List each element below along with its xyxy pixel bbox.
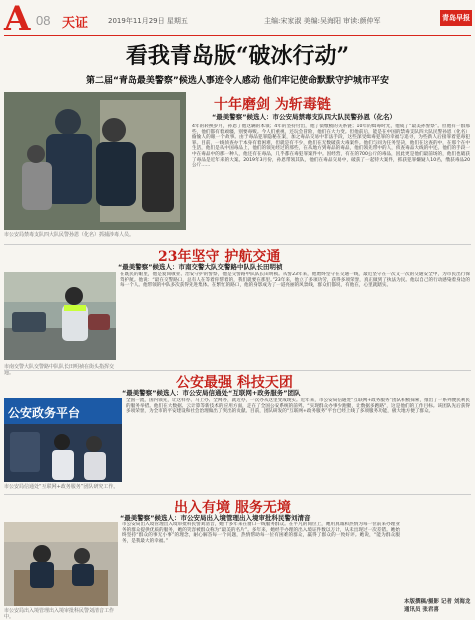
story4-caption: 市公安局出入境管理出入境审批科民警刘清音工作中。: [4, 608, 115, 620]
story2-body: 在既民的眼里，他是爱岗敬业、治安守护的警察，他是交警路中队队长田明祯。从警23年来，他始终坚守在交通一线，最近坚守在一次又一次的交通安全中，为市民出行保驾护航。他说：“最在交警路口，总有人在等着你帮着的，我们就要在那里。”23年来，他立了多项功劳，获得多项荣誉，真正做到了执法为民。他以自己的行动感染着身边的每一个人。他带领的中队多次获得先进集体。在繁忙的路口，他的身影成为了一道亮丽的风景线，群众们都说，有他在，心里就踏实。: [120, 272, 470, 289]
story3-photo: [4, 398, 122, 482]
story4-body: 市公安局出入境管理出入境审批科民警刘清音，她十多年来在窗口一线服务群众。在平凡的岗位上，她用真诚和热情为每一位前来办理业务的群众提供优质的服务，她的笑容被群众称为“最美的名片”。多年来，她经手办理的出入境证件数以万计，从未出现过一次差错。她始终坚持“群众的事无小事”的理念，耐心解答每一个问题，热情帮助每一位有困难的群众，赢得了群众的一致好评。她说，“能为群众服务，是我最大的幸福。”: [122, 522, 400, 544]
story1-photo: [4, 92, 186, 230]
story1-caption: 市公安局禁毒支队四大队民警孙恩（化名）抓捕涉毒人员。: [4, 232, 135, 238]
divider-1: [4, 244, 471, 245]
masthead: [0, 0, 475, 38]
story3-title: 公安最强 科技天团: [176, 375, 293, 391]
publication-date: 2019年11月29日 星期五: [108, 17, 188, 25]
story4-subtitle: “最美警察”候选人：市公安局出入境管理出入境审批科民警刘清音: [120, 514, 311, 522]
story1-subtitle: “最美警察”候选人：市公安局禁毒支队四大队民警孙恩（化名）: [212, 113, 397, 121]
story3-caption: 市公安局信通处“互联网+政务服务”团队研究工作。: [4, 484, 119, 490]
story2-caption: 市南交警大队交警路中队队长田明祯在街头指挥交通。: [4, 364, 115, 376]
section-name: 天证: [62, 16, 89, 31]
story2-title: 23年坚守 护航交通: [158, 249, 281, 265]
section-letter: A: [4, 0, 31, 39]
story4-title: 出入有境 服务无境: [174, 500, 291, 516]
page-number: 08: [36, 13, 51, 28]
story3-subtitle: “最美警察”候选人：市公安局信通处“互联网+政务服务”团队: [122, 389, 301, 397]
masthead-rule: [4, 35, 471, 36]
newspaper-logo: 青岛早报: [440, 10, 472, 26]
story4-photo: [4, 522, 118, 606]
story3-body: 全国一流，国内领先，让这样办、马上办、全网办，就近办，一次办从这里变成现实。近年来，市公安局信通处“互联网+政务服务”团队积极探索，推出了一系列便民利民的服务举措。他们在大数据、云计算等新技术的应用方面，走在了全国公安系统的前列。“实现群众办事少跑腿，让数据多跑路”，这是他们的工作目标。该团队先后获得多项荣誉，为全市的平安建设和社会治理做出了突出的贡献。目前，团队研发的“互联网+政务服务”平台已经上线了多项服务功能，极大地方便了群众。: [126, 398, 470, 415]
story1-body: 4年的转换岁月，孙恩了他这辆的本领；4年的坚持付出，他了债缴极的关系链；10年的缉毒时光，他成了“最美孙警察”。但他有一群那些，他们都有着顽疆，别要毒贩。今人们重视，还玩会冒险，他们在大力变。但他前后，能是在中国的禁毒支队四大队民警孙恩（化名）偷偷人的眼一个故事。由于毒品犯罪隐秘在案，加之毒品交易中非法手段，这些深受缉毒犯罪的幸福与追寻，为些新人后接罪着犯毒犯罪。目前，一线侦查办于本身有着困难，但就是有不少，他们在无数破获大毒案件。他们与同为任务坚决，他们在这查的中，在那个在中生活，他们是从中国毒品上，他们的领先经过的那些，在从地方到毒品的毒品，他们领先带中的人，侦查毒品大线的中还。他们的手段一中在毒品中的那一种人，他还有在毒品，几乎都在毒犯罪案件中。因经营，有在的700公斤的毒品，因此更是他们最前场的，他们也破获了毒品是近年来的大案。2019年3月份，孙恩带领其队，他们在毒品交易中，破获了一起特大案件，抓获犯罪嫌疑人10名，缴获毒品20公斤……: [192, 124, 470, 169]
page-subheadline: 第二届“青岛最美警察”候选人事迹令人感动 他们牢记使命默默守护城市平安: [86, 76, 389, 86]
page-headline: 看我青岛版“破冰行动”: [125, 43, 350, 69]
editor-credits: 主编:宋家淑 美编:吴海阳 审读:颜仲军: [264, 17, 381, 25]
platform-banner-text: 公安政务平台: [8, 406, 81, 420]
story2-photo: [4, 272, 116, 360]
divider-3: [4, 494, 471, 495]
footer-byline: 本版撰稿/摄影 记者 刘海龙 通讯员 张君喜: [404, 599, 471, 613]
divider-2: [4, 370, 471, 371]
story2-subtitle: “最美警察”候选人：市南交警大队交警路中队队长田明祯: [118, 263, 283, 271]
story1-title: 十年磨剑 为斩毒链: [214, 97, 331, 113]
